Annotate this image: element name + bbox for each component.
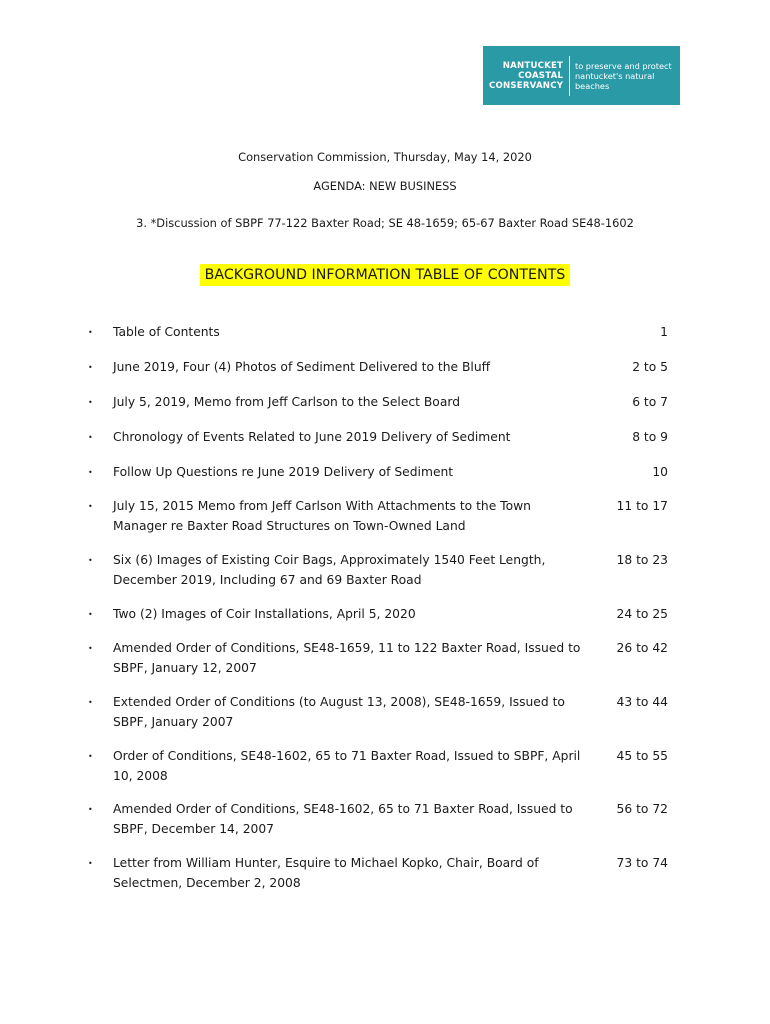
bullet-icon: • [88,502,93,511]
bullet-icon: • [88,363,93,372]
toc-entry-pages: 73 to 74 [616,856,668,870]
bullet-icon: • [88,328,93,337]
logo-tagline-line: nantucket's natural beaches [574,70,655,91]
toc-entry-pages: 26 to 42 [616,641,668,655]
bullet-icon: • [88,805,93,814]
toc-entry-title: Two (2) Images of Coir Installations, April 5, 2020 [113,607,416,621]
toc-entry-title: Follow Up Questions re June 2019 Delivery of Sediment [113,465,454,479]
toc-entry-title: Amended Order of Conditions, SE48-1659, 11 to 122 Baxter Road, Issued to SBPF, January 12, 2007 [113,641,581,675]
bullet-icon: • [88,556,93,565]
bullet-icon: • [88,859,93,868]
bullet-icon: • [88,752,93,761]
bullet-icon: • [88,433,93,442]
toc-entry-title: Extended Order of Conditions (to August 13, 2008), SE48-1659, Issued to SBPF, January 2007 [113,695,565,729]
toc-entry-title: July 15, 2015 Memo from Jeff Carlson With Attachments to the Town Manager re Baxter Road Structures on Town-Owned Land [113,499,531,533]
toc-entry-title: Letter from William Hunter, Esquire to Michael Kopko, Chair, Board of Selectmen, December 2, 2008 [113,856,539,890]
bullet-icon: • [88,398,93,407]
toc-entry-pages: 11 to 17 [616,499,668,513]
toc-entry-title: July 5, 2019, Memo from Jeff Carlson to the Select Board [113,395,461,409]
toc-entry-pages: 8 to 9 [632,430,668,444]
bullet-icon: • [88,468,93,477]
bullet-icon: • [88,644,93,653]
toc-entry-title: Chronology of Events Related to June 2019 Delivery of Sediment [113,430,511,444]
toc-entry-title: Amended Order of Conditions, SE48-1602, 65 to 71 Baxter Road, Issued to SBPF, December 14, 2007 [113,802,573,836]
toc-entry-title: Six (6) Images of Existing Coir Bags, Approximately 1540 Feet Length, December 2019, Including 67 and 69 Baxter Road [113,553,546,587]
toc-entry-title: June 2019, Four (4) Photos of Sediment Delivered to the Bluff [113,360,491,374]
logo-name [489,61,563,91]
meeting-line: Conservation Commission, Thursday, May 14, 2020 [238,150,532,164]
toc-entry-pages: 1 [660,325,668,339]
logo-tagline [575,61,674,91]
logo-divider [569,56,570,96]
agenda-line: AGENDA: NEW BUSINESS [313,179,457,193]
toc-title: BACKGROUND INFORMATION TABLE OF CONTENTS [200,264,570,286]
toc-entry-pages: 6 to 7 [632,395,668,409]
toc-entry-pages: 24 to 25 [616,607,668,621]
bullet-icon: • [88,698,93,707]
logo-name-line: COASTAL [518,70,564,81]
toc-entry-pages: 56 to 72 [616,802,668,816]
conservancy-logo [483,46,680,105]
toc-entry-title: Table of Contents [113,325,220,339]
toc-entry-title: Order of Conditions, SE48-1602, 65 to 71 Baxter Road, Issued to SBPF, April 10, 2008 [113,749,581,783]
toc-entry-pages: 2 to 5 [632,360,668,374]
toc-entry-pages: 43 to 44 [616,695,668,709]
discussion-item: 3. *Discussion of SBPF 77-122 Baxter Road; SE 48-1659; 65-67 Baxter Road SE48-1602 [136,216,634,230]
toc-entry-pages: 18 to 23 [616,553,668,567]
logo-tagline-line: to preserve and protect [574,60,672,71]
logo-name-line: NANTUCKET [502,60,564,71]
bullet-icon: • [88,610,93,619]
logo-name-line: CONSERVANCY [489,80,564,91]
toc-entry-pages: 45 to 55 [616,749,668,763]
toc-entry-pages: 10 [652,465,668,479]
